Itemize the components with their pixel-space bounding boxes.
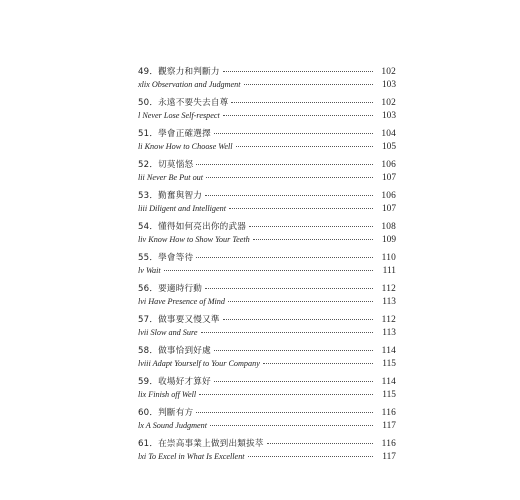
toc-entry (138, 283, 396, 314)
chinese-title: 59．收場好才算好 (138, 377, 211, 387)
english-title-line (138, 420, 396, 433)
english-title: l Never Lose Self-respect (138, 111, 220, 120)
toc-entry (138, 407, 396, 438)
dot-leader (236, 146, 373, 147)
chinese-title-line (138, 283, 396, 296)
toc-entry (138, 97, 396, 128)
english-title-line (138, 110, 396, 123)
toc-entry (138, 128, 396, 159)
toc-entry (138, 159, 396, 190)
chinese-title: 50．永遠不要失去自尊 (138, 98, 229, 108)
chinese-title-line (138, 190, 396, 203)
page-number: 106 (381, 191, 396, 201)
english-title: lvi Have Presence of Mind (138, 297, 225, 306)
english-title: liii Diligent and Intelligent (138, 204, 227, 213)
english-title-line (138, 451, 396, 464)
page-number: 103 (381, 80, 396, 90)
english-title-line (138, 296, 396, 309)
dot-leader (223, 115, 373, 116)
dot-leader (223, 71, 373, 72)
page-number: 112 (381, 284, 396, 294)
table-of-contents (138, 66, 396, 469)
dot-leader (253, 239, 373, 240)
dot-leader (231, 102, 373, 103)
chinese-title: 52．切莫惱怒 (138, 160, 194, 170)
chinese-title-line (138, 128, 396, 141)
dot-leader (201, 332, 373, 333)
page-number: 113 (382, 297, 396, 307)
english-title: lviii Adapt Yourself to Your Company (138, 359, 260, 368)
chinese-title: 51．學會正確選擇 (138, 129, 211, 139)
dot-leader (214, 350, 373, 351)
page-number: 115 (382, 390, 396, 400)
dot-leader (244, 84, 373, 85)
english-title-line (138, 79, 396, 92)
chinese-title-line (138, 438, 396, 451)
dot-leader (248, 456, 373, 457)
english-title: lix Finish off Well (138, 390, 197, 399)
dot-leader (206, 177, 373, 178)
page-number: 117 (382, 452, 396, 462)
english-title: xlix Observation and Judgment (138, 80, 241, 89)
page-number: 110 (381, 253, 396, 263)
chinese-title-line (138, 314, 396, 327)
page-number: 104 (381, 129, 396, 139)
chinese-title-line (138, 221, 396, 234)
chinese-title: 49．觀察力和判斷力 (138, 67, 220, 77)
dot-leader (205, 288, 373, 289)
english-title-line (138, 327, 396, 340)
chinese-title-line (138, 97, 396, 110)
page-number: 105 (381, 142, 396, 152)
chinese-title: 53．勤奮與智力 (138, 191, 203, 201)
english-title-line (138, 203, 396, 216)
page-number: 114 (381, 377, 396, 387)
page-number: 112 (381, 315, 396, 325)
chinese-title: 56．要適時行動 (138, 284, 203, 294)
english-title-line (138, 234, 396, 247)
toc-entry (138, 438, 396, 469)
chinese-title: 60．判斷有方 (138, 408, 194, 418)
english-title: lv Wait (138, 266, 161, 275)
page-number: 117 (382, 421, 396, 431)
dot-leader (196, 257, 373, 258)
dot-leader (249, 226, 373, 227)
chinese-title-line (138, 407, 396, 420)
english-title: lxi To Excel in What Is Excellent (138, 452, 245, 461)
page-number: 107 (381, 204, 396, 214)
chinese-title-line (138, 252, 396, 265)
chinese-title-line (138, 345, 396, 358)
page-number: 116 (381, 408, 396, 418)
toc-entry (138, 252, 396, 283)
dot-leader (229, 208, 373, 209)
toc-entry (138, 345, 396, 376)
english-title-line (138, 389, 396, 402)
toc-entry (138, 190, 396, 221)
dot-leader (164, 270, 373, 271)
dot-leader (263, 363, 373, 364)
english-title-line (138, 265, 396, 278)
chinese-title: 61．在崇高事業上做到出類拔萃 (138, 439, 264, 449)
toc-entry (138, 221, 396, 252)
page-number: 108 (381, 222, 396, 232)
chinese-title-line (138, 376, 396, 389)
english-title: liv Know How to Show Your Teeth (138, 235, 250, 244)
dot-leader (210, 425, 373, 426)
page-number: 111 (382, 266, 396, 276)
chinese-title: 55．學會等待 (138, 253, 194, 263)
english-title-line (138, 172, 396, 185)
page-number: 115 (382, 359, 396, 369)
dot-leader (205, 195, 373, 196)
dot-leader (214, 381, 373, 382)
chinese-title: 58．做事恰到好處 (138, 346, 211, 356)
english-title: lvii Slow and Sure (138, 328, 198, 337)
page-number: 114 (381, 346, 396, 356)
chinese-title: 54．懂得如何亮出你的武器 (138, 222, 247, 232)
chinese-title-line (138, 159, 396, 172)
dot-leader (196, 412, 373, 413)
english-title: lx A Sound Judgment (138, 421, 208, 430)
toc-entry (138, 376, 396, 407)
dot-leader (196, 164, 373, 165)
english-title-line (138, 358, 396, 371)
toc-entry (138, 66, 396, 97)
dot-leader (267, 443, 373, 444)
page-number: 103 (381, 111, 396, 121)
page-number: 109 (381, 235, 396, 245)
chinese-title-line (138, 66, 396, 79)
page-number: 102 (381, 98, 396, 108)
page-number: 106 (381, 160, 396, 170)
dot-leader (199, 394, 373, 395)
english-title: lii Never Be Put out (138, 173, 204, 182)
dot-leader (223, 319, 373, 320)
english-title-line (138, 141, 396, 154)
page-number: 113 (382, 328, 396, 338)
chinese-title: 57．做事要又慢又準 (138, 315, 220, 325)
english-title: li Know How to Choose Well (138, 142, 233, 151)
dot-leader (214, 133, 373, 134)
toc-entry (138, 314, 396, 345)
page-number: 102 (381, 67, 396, 77)
page-number: 116 (381, 439, 396, 449)
dot-leader (228, 301, 373, 302)
page-number: 107 (381, 173, 396, 183)
